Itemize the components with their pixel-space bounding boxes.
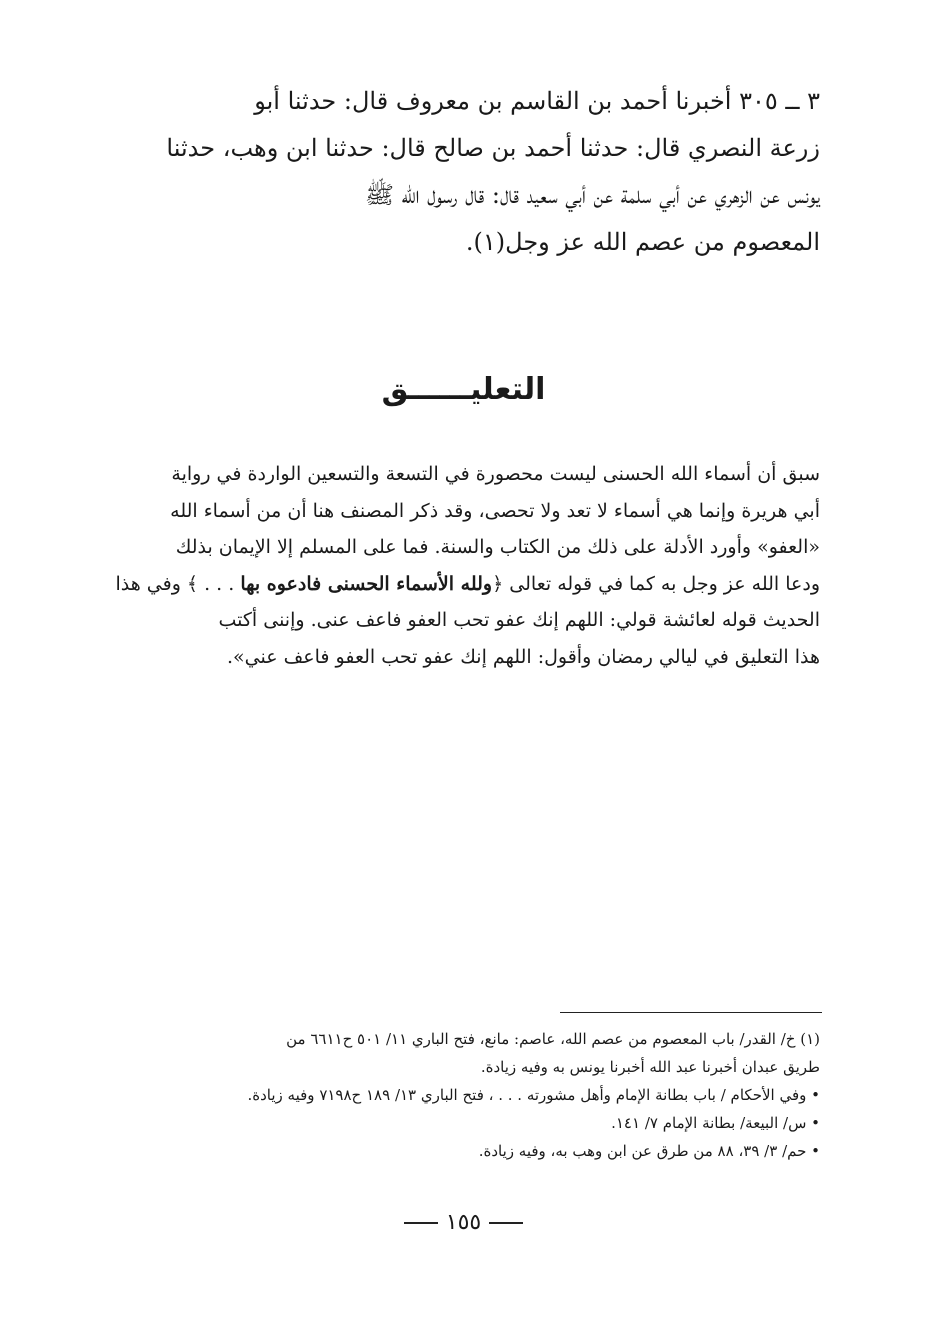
hadith-line: يونس عن الزهري عن أبي سلمة عن أبي سعيد قال: قال رسول الله ﷺ <box>364 181 820 209</box>
quran-outro: . . . ﴾ وفي هذا <box>115 572 241 595</box>
footnote-line: • حم/ ٣/ ٣٩، ٨٨ من طرق عن ابن وهب به، وفيه زيادة. <box>478 1142 820 1160</box>
commentary-line: أبي هريرة وإنما هي أسماء لا تعد ولا تحصى، وقد ذكر المصنف هنا أن من أسماء الله <box>170 499 820 522</box>
commentary-line-quran <box>108 566 820 603</box>
commentary-line: «العفو» وأورد الأدلة على ذلك من الكتاب والسنة. فما على المسلم إلا الإيمان بذلك <box>175 536 820 558</box>
footnote-line: (١) خ/ القدر/ باب المعصوم من عصم الله، عاصم: مانع، فتح الباري ١١/ ٥٠١ ح٦٦١١ من <box>286 1030 820 1048</box>
page-number <box>0 1210 927 1235</box>
hadith-line: زرعة النصري قال: حدثنا أحمد بن صالح قال: حدثنا ابن وهب، حدثنا <box>166 134 820 162</box>
quran-verse: ولله الأسماء الحسنى فادعوه بها <box>240 572 493 595</box>
hadith-text <box>108 78 820 266</box>
page-number-dash <box>489 1222 523 1224</box>
hadith-line: ٣ ــ ٣٠٥ أخبرنا أحمد بن القاسم بن معروف قال: حدثنا أبو <box>254 87 820 115</box>
commentary-line: سبق أن أسماء الله الحسنى ليست محصورة في التسعة والتسعين الواردة في رواية <box>171 463 820 485</box>
commentary-text <box>108 456 820 675</box>
footnote-line: • وفي الأحكام / باب بطانة الإمام وأهل مشورته . . . ، فتح الباري ١٣/ ١٨٩ ح٧١٩٨ وفيه زيادة. <box>247 1086 820 1104</box>
commentary-heading: التعليــــــق <box>381 372 546 407</box>
page-number-dash <box>404 1222 438 1224</box>
commentary-line: الحديث قوله لعائشة قولي: اللهم إنك عفو تحب العفو فاعف عنى. وإننى أكتب <box>218 609 820 631</box>
footnotes <box>108 1025 820 1165</box>
quran-intro: ودعا الله عز وجل به كما في قوله تعالى ﴿ <box>492 572 820 595</box>
footnote-line: • س/ البيعة/ بطانة الإمام ٧/ ١٤١. <box>611 1114 820 1132</box>
footnote-line: طريق عبدان أخبرنا عبد الله أخبرنا يونس به وفيه زيادة. <box>480 1058 820 1076</box>
commentary-line: هذا التعليق في ليالي رمضان وأقول: اللهم إنك عفو تحب العفو فاعف عني». <box>227 645 820 668</box>
hadith-line: المعصوم من عصم الله عز وجل(١). <box>465 228 820 256</box>
page-number-value: ١٥٥ <box>445 1210 482 1235</box>
footnote-divider <box>560 1012 822 1013</box>
